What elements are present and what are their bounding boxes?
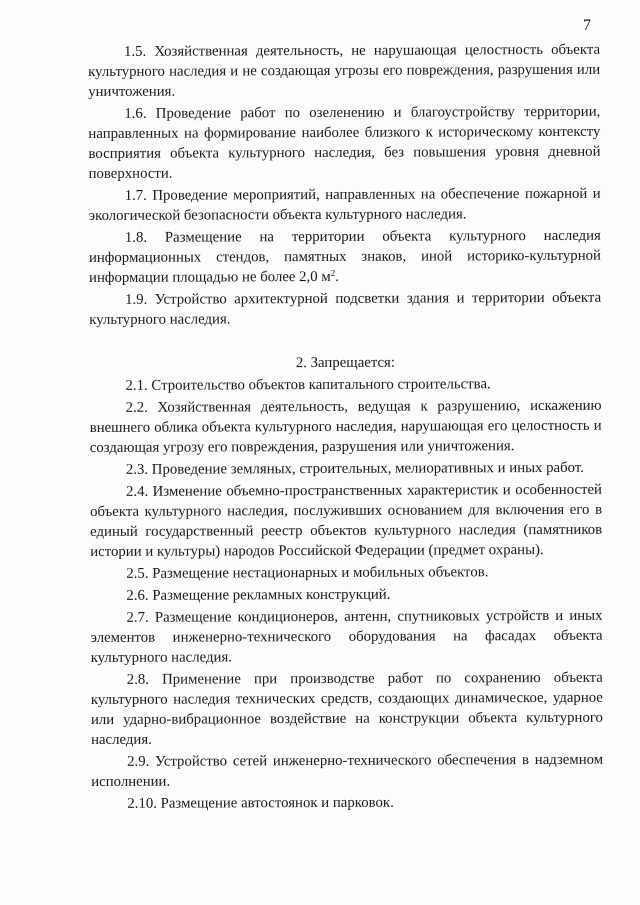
item-2-8: 2.8. Применение при производстве работ по сохранению объекта культурного наследия технических средств, создающих динамическое, ударное или ударно-вибрационное воздействие на конструкции объекта культурного наследия. [90, 669, 603, 748]
item-2-3: 2.3. Проведение земляных, строительных, мелиоративных и иных работ. [125, 459, 584, 478]
item-2-1: 2.1. Строительство объектов капитального строительства. [125, 376, 491, 394]
item-2-10: 2.10. Размещение автостоянок и парковок. [127, 794, 394, 812]
item-2-6: 2.6. Размещение рекламных конструкций. [126, 586, 391, 604]
section-2-heading: 2. Запрещается: [295, 354, 395, 372]
item-1-8 [89, 226, 601, 288]
item-2-2: 2.2. Хозяйственная деятельность, ведущая к разрушению, искажению внешнего облика объекта культурного наследия, нарушающая его целостность и создающая угрозу его повреждения, разрушения или уничтожения. [89, 397, 602, 456]
item-1-9: 1.9. Устройство архитектурной подсветки здания и территории объекта культурного наследия. [89, 289, 602, 328]
item-1-5: 1.5. Хозяйственная деятельность, не нарушающая целостность объекта культурного наследия и не создающая угрозы его повреждения, разрушения или уничтожения. [88, 41, 601, 100]
item-1-7: 1.7. Проведение мероприятий, направленных на обеспечение пожарной и экологической безопасности объекта культурного наследия. [88, 185, 601, 224]
item-1-8-end: . [335, 268, 339, 285]
item-1-8-text: 1.8. Размещение на территории объекта культурного наследия информационных стендов, памятных знаков, иной историко-культурной информации площадью не более 2,0 м [88, 227, 601, 286]
item-2-9: 2.9. Устройство сетей инженерно-технического обеспечения в надземном исполнении. [91, 751, 604, 790]
item-2-7: 2.7. Размещение кондиционеров, антенн, спутниковых устройств и иных элементов инженерно-технического оборудования на фасадах объекта культурного наследия. [90, 607, 603, 666]
item-2-5: 2.5. Размещение нестационарных и мобильных объектов. [126, 564, 489, 582]
item-1-8-superscript: 2 [330, 267, 336, 278]
item-1-6: 1.6. Проведение работ по озеленению и благоустройству территории, направленных на формирование наиболее близкого к историческому контексту восприятия объекта культурного наследия, без повышения уровня дневной поверхности. [88, 103, 601, 182]
item-2-4: 2.4. Изменение объемно-пространственных характеристик и особенностей объекта культурного наследия, послуживших основанием для включения его в единый государственный реестр объектов культурного наследия (памятников истории и культуры) народов Российской Федерации (предмет охраны). [90, 481, 603, 560]
page-number: 7 [583, 17, 591, 34]
document-body [88, 40, 603, 816]
